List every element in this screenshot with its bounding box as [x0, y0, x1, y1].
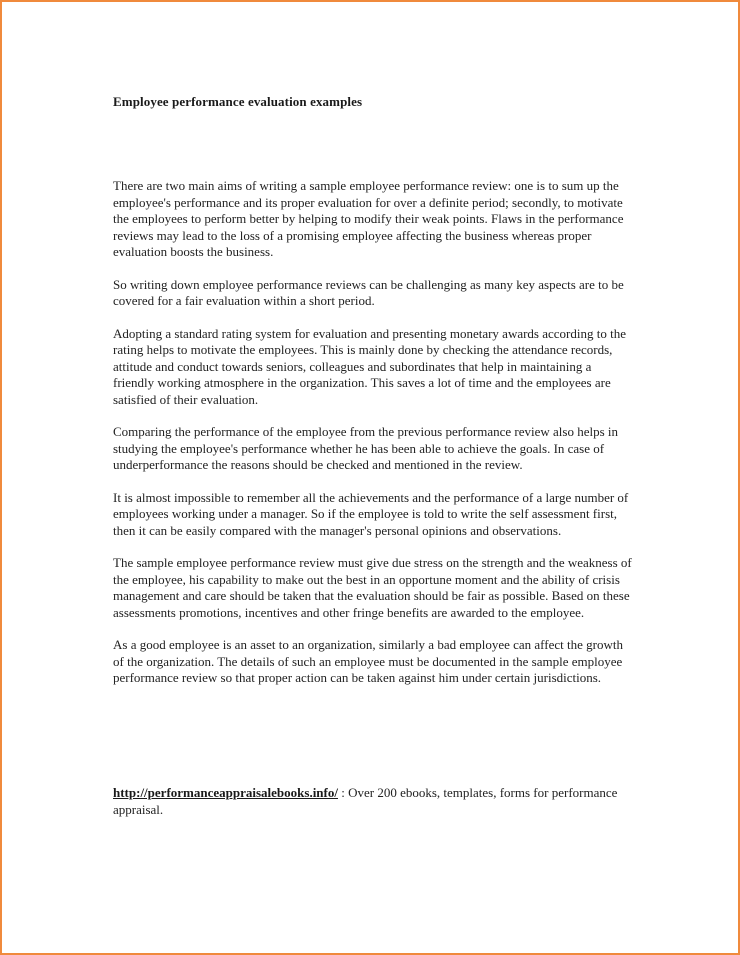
document-title: Employee performance evaluation examples	[113, 94, 363, 109]
paragraph-3: Adopting a standard rating system for evaluation and presenting monetary awards according to the rating helps to motivate the employees. This is mainly done by checking the attendance records, attitude and conduct towards seniors, colleagues and subordinates that help in maintaining a friendly working atmosphere in the organization. This saves a lot of time and the employees are satisfied of their evaluation.	[113, 325, 626, 407]
paragraph-2: So writing down employee performance reviews can be challenging as many key aspects are to be covered for a fair evaluation within a short period.	[113, 276, 624, 308]
paragraph-1: There are two main aims of writing a sample employee performance review: one is to sum up the employee's performance and its proper evaluation for over a definite period; secondly, to motivate the employees to perform better by helping to modify their weak points. Flaws in the performance reviews may lead to the loss of a promising employee affecting the business whereas proper evaluation boosts the business.	[113, 178, 624, 259]
footer-line	[113, 785, 635, 818]
paragraph-4: Comparing the performance of the employee from the previous performance review also helps in studying the employee's performance whether he has been able to achieve the goals. In case of underperformance the reasons should be checked and mentioned in the review.	[113, 424, 619, 472]
ebooks-link[interactable]: http://performanceappraisalebooks.info/	[113, 785, 338, 800]
footer-text: : Over 200 ebooks, templates, forms for performance appraisal.	[113, 785, 618, 817]
paragraph-5: It is almost impossible to remember all the achievements and the performance of a large number of employees working under a manager. So if the employee is told to write the self assessment first, then it can be easily compared with the manager's personal opinions and observations.	[113, 489, 629, 538]
paragraph-6: The sample employee performance review must give due stress on the strength and the weakness of the employee, his capability to make out the best in an opportune moment and the ability of crisis management and care should be taken that the evaluation should be fair as possible. Based on these assessments promotions, incentives and other fringe benefits are awarded to the employee.	[113, 555, 632, 620]
paragraph-7: As a good employee is an asset to an organization, similarly a bad employee can affect the growth of the organization. The details of such an employee must be documented in the sample employee performance review so that proper action can be taken against him under certain jurisdictions.	[113, 637, 623, 685]
document-body	[113, 178, 635, 703]
